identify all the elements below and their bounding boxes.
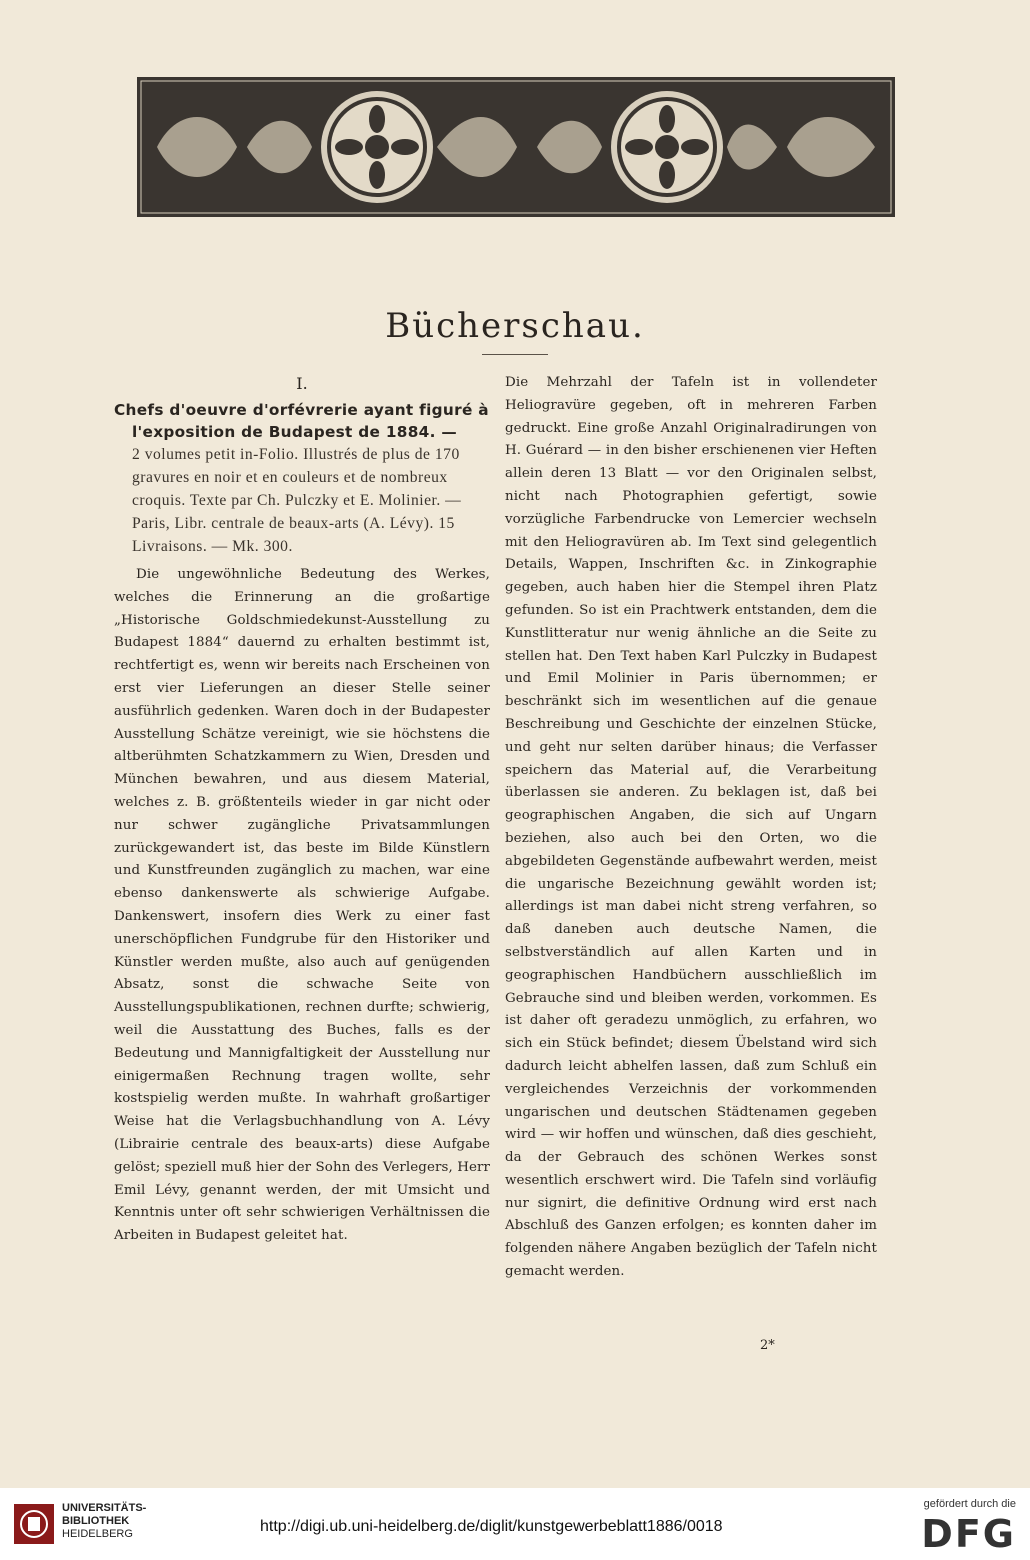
funding-note: gefördert durch die <box>923 1498 1016 1510</box>
library-name-line1: UNIVERSITÄTS- <box>62 1502 147 1514</box>
title-divider <box>482 354 548 355</box>
library-name-line2: BIBLIOTHEK <box>62 1515 130 1527</box>
footer-bar <box>0 1488 1030 1560</box>
source-url-link[interactable]: http://digi.ub.uni-heidelberg.de/diglit/kunstgewerbeblatt1886/0018 <box>260 1518 723 1535</box>
review-number: I. <box>296 374 308 393</box>
right-column <box>505 372 877 1284</box>
dfg-logo: DFG <box>921 1512 1016 1556</box>
page-signature: 2* <box>760 1338 775 1353</box>
university-seal-icon <box>14 1504 54 1544</box>
left-column <box>114 372 490 1248</box>
right-paragraph: Die Mehrzahl der Tafeln ist in vollendeter Heliogravüre gegeben, oft in mehreren Farben gedruckt. Eine große Anzahl Originalradirungen von H. Guérard — in den bisher erschienenen vier Heften allein deren 13 Blatt — vor den Originalen selbst, nicht nach Photographien gefertigt, sowie vorzügliche Farbendrucke von Lemercier wechseln mit den Heliogravüren ab. Im Text sind gelegentlich Details, Wappen, Inschriften &c. in Zinkographie gegeben, auch haben hier die Stempel ihren Platz gefunden. So ist ein Prachtwerk entstanden, dem die Kunstlitteratur nur wenig ähnliche an die Seite zu stellen hat. Den Text haben Karl Pulczky in Budapest und Emil Molinier in Paris übernommen; er beschränkt sich im wesentlichen auf die genaue Beschreibung und Geschichte der einzelnen Stücke, und geht nur selten darüber hinaus; die Verfasser speichern das Material auf, die Verarbeitung überlassen sie anderen. Zu beklagen ist, daß bei geographischen Angaben, die sich auf Ungarn beziehen, also auch bei den Orten, wo die abgebildeten Gegenstände aufbewahrt werden, meist die ungarische Bezeichnung gewählt worden ist; allerdings ist man dabei nicht streng verfahren, so daß daneben auch deutsche Namen, die selbstverständlich auf allen Karten und in geographischen Handbüchern ausschließlich im Gebrauche sind und bleiben werden, vorkommen. Es ist daher oft geradezu unmöglich, zu erfahren, wo sich ein Stück befindet; diesem Übelstand wird sich dadurch leicht abhelfen lassen, daß zum Schluß ein vergleichendes Verzeichnis der vorkommenden ungarischen und deutschen Städtenamen gegeben wird — wir hoffen und wünschen, daß dies geschieht, da der Gebrauch des schönen Werkes sonst wesentlich erschwert wird. Die Tafeln sind vorläufig nur signirt, die definitive Ordnung wird erst nach Abschluß des Ganzen erfolgen; es konnten daher im folgenden nähere Angaben bezüglich der Tafeln nicht gemacht werden. <box>505 375 877 1280</box>
library-name <box>62 1502 146 1541</box>
book-description: 2 volumes petit in-Folio. Illustrés de plus de 170 gravures en noir et en couleurs et de nombreux croquis. Texte par Ch. Pulczky et E. Molinier. — Paris, Libr. centrale de beaux-arts (A. Lévy). 15 Livraisons. — Mk. 300. <box>132 446 462 555</box>
left-paragraph: Die ungewöhnliche Bedeutung des Werkes, welches die Erinnerung an die großartige „Historische Goldschmiedekunst-Ausstellung zu Budapest 1884“ dauernd zu erhalten bestimmt ist, rechtfertigt es, wenn wir bereits nach Erscheinen von erst vier Lieferungen an dieser Stelle seiner ausführlich gedenken. Waren doch in der Budapester Ausstellung Schätze vereinigt, wie sie höchstens die altberühmten Schatzkammern zu Wien, Dresden und München bewahren, und aus diesem Material, welches z. B. größtenteils wieder in gar nicht oder nur schwer zugängliche Privatsammlungen zurückgewandert ist, das beste im Bilde Künstlern und Kunstfreunden zugänglich zu machen, war eine ebenso dankenswerte als schwierige Aufgabe. Dankenswert, insofern dies Werk zu einer fast unerschöpflichen Fundgrube für den Historiker und Künstler werden mußte, also auch auf genügenden Absatz, sonst die schwache Seite von Ausstellungspublikationen, rechnen durfte; schwierig, weil die Ausstattung des Buches, falls es der Bedeutung und Mannigfaltigkeit der Ausstellung nur einigermaßen Rechnung tragen wollte, sehr kostspielig werden mußte. In wahrhaft großartiger Weise hat die Verlagsbuchhandlung von A. Lévy (Librairie centrale des beaux-arts) diese Aufgabe gelöst; speziell muß hier der Sohn des Verlegers, Herr Emil Lévy, genannt werden, der mit Umsicht und Kenntnis unter oft sehr schwierigen Verhältnissen die Arbeiten in Budapest geleitet hat. <box>114 567 490 1244</box>
section-title: Bücherschau. <box>385 306 645 346</box>
book-title: Chefs d'oeuvre d'orfévrerie ayant figuré à l'exposition de Budapest de 1884. — <box>114 401 489 441</box>
library-name-line3: HEIDELBERG <box>62 1528 133 1540</box>
ornamental-header-band <box>137 77 895 217</box>
